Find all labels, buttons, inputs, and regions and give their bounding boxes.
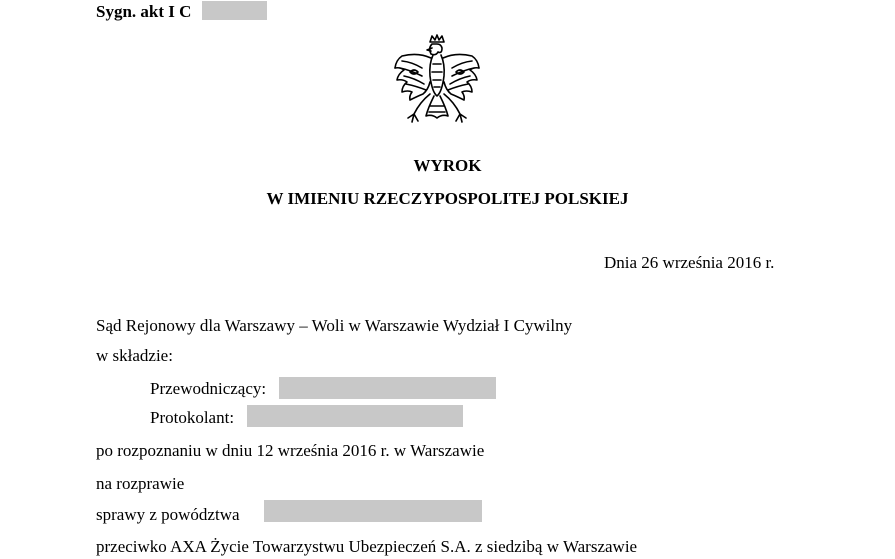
hearing-line: po rozpoznaniu w dniu 12 września 2016 r. w Warszawie: [96, 441, 485, 460]
defendant-line: przeciwko AXA Życie Towarzystwu Ubezpieczeń S.A. z siedzibą w Warszawie: [96, 537, 638, 556]
court-clerk-label: Protokolant:: [150, 408, 235, 427]
court-name: Sąd Rejonowy dla Warszawy – Woli w Warszawie Wydział I Cywilny: [96, 316, 573, 335]
redacted-case-number: [202, 1, 267, 20]
presiding-judge-label: Przewodniczący:: [150, 379, 267, 398]
composition-label: w składzie:: [96, 346, 173, 365]
redacted-presiding-judge: [279, 377, 496, 399]
polish-eagle-emblem-icon: [392, 34, 482, 142]
claim-line: sprawy z powództwa: [96, 505, 240, 524]
session-line: na rozprawie: [96, 474, 185, 493]
case-signature: Sygn. akt I C: [96, 2, 192, 21]
verdict-subtitle: W IMIENIU RZECZYPOSPOLITEJ POLSKIEJ: [266, 189, 629, 208]
redacted-claimant: [264, 500, 482, 522]
verdict-title: WYROK: [413, 156, 482, 175]
redacted-court-clerk: [247, 405, 463, 427]
verdict-date: Dnia 26 września 2016 r.: [604, 253, 775, 272]
